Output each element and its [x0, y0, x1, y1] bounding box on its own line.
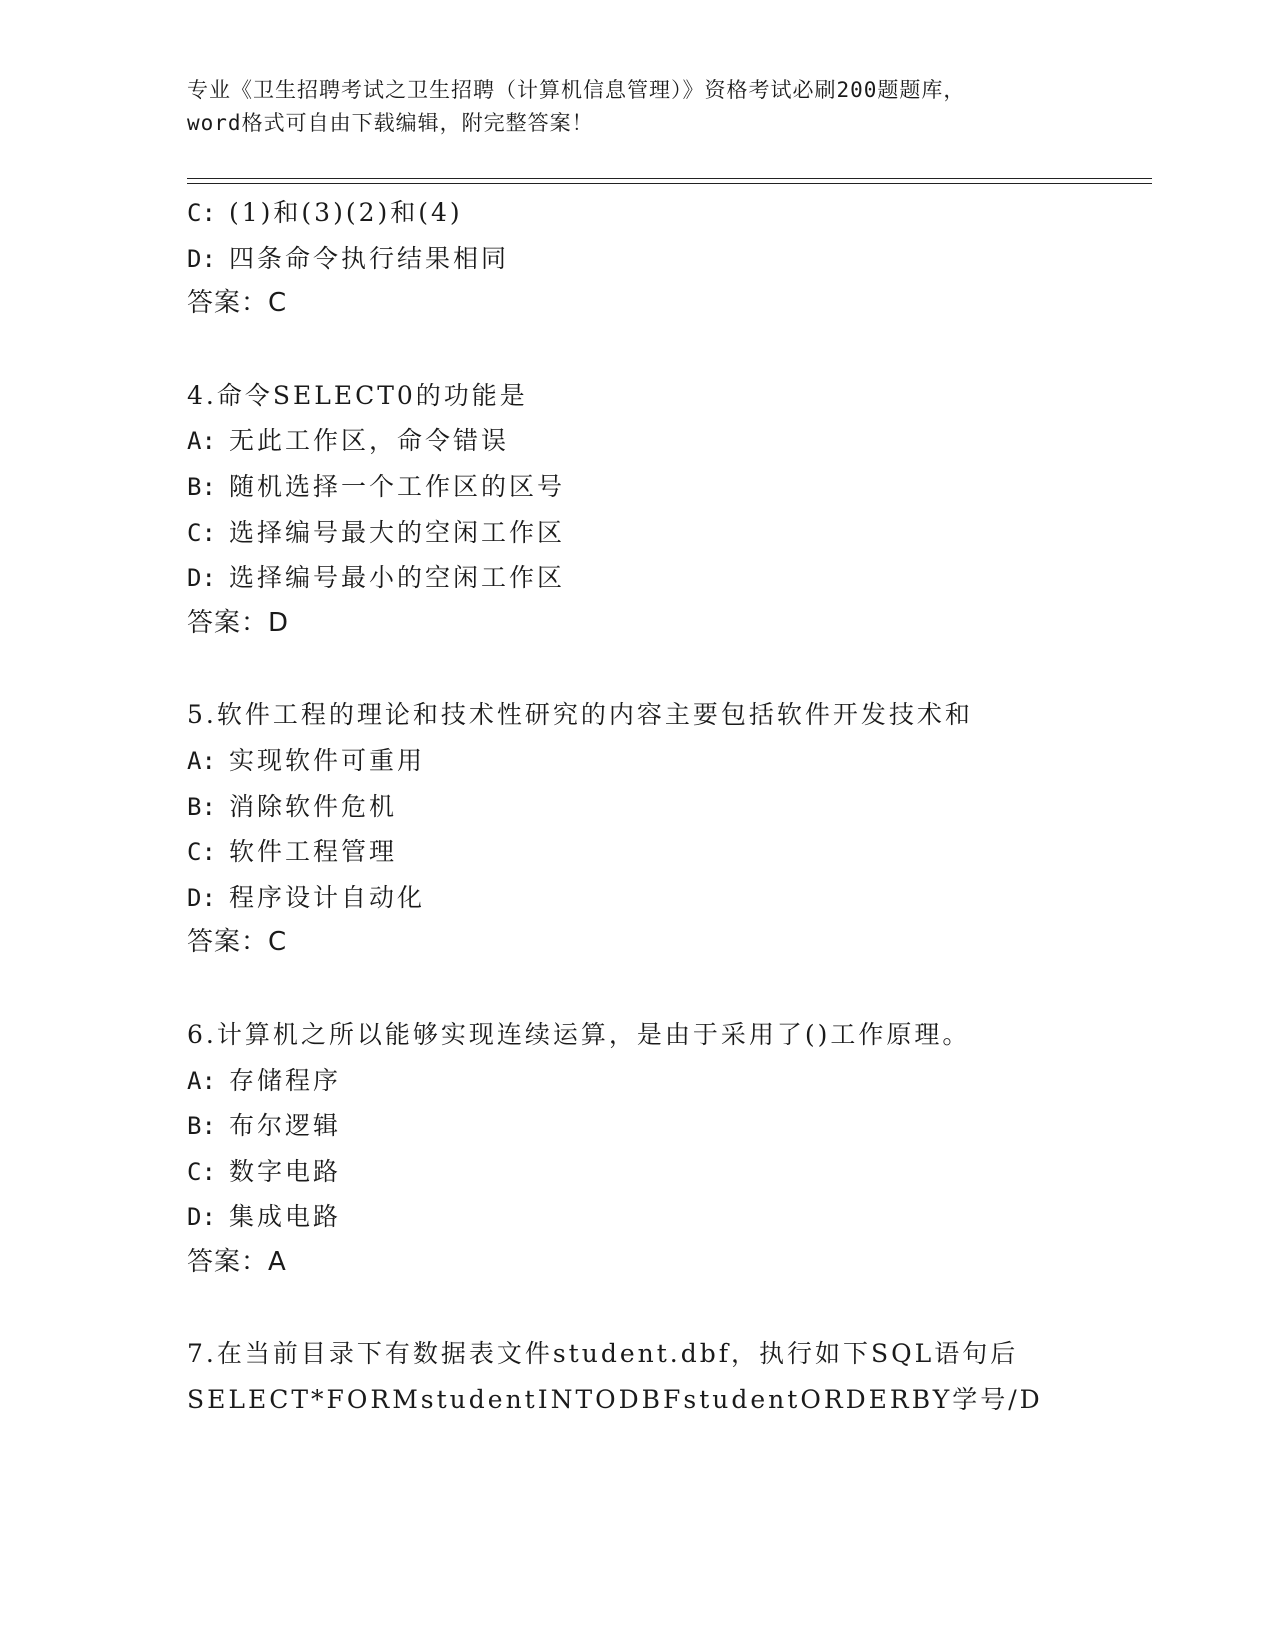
- option-letter: B:: [187, 1112, 216, 1141]
- option-text: 数字电路: [229, 1156, 342, 1186]
- option-row: [187, 738, 1147, 784]
- spacer: [187, 327, 1147, 373]
- option-row: [187, 464, 1147, 510]
- option-letter: C:: [187, 518, 216, 547]
- sql-statement: SELECT*FORMstudentINTODBFstudentORDERBY学号/D: [187, 1385, 1043, 1415]
- option-text: 随机选择一个工作区的区号: [229, 471, 566, 501]
- option-row: [187, 784, 1147, 830]
- option-row: [187, 1194, 1147, 1240]
- answer-line: 答案：D: [187, 607, 290, 638]
- option-row: [187, 190, 1147, 236]
- option-letter: D:: [187, 244, 216, 273]
- option-letter: D:: [187, 883, 216, 912]
- option-letter: D:: [187, 564, 216, 593]
- option-row: [187, 510, 1147, 556]
- header-line-2: word格式可自由下载编辑，附完整答案！: [187, 111, 594, 135]
- option-row: [187, 1058, 1147, 1104]
- header-divider-bottom: [187, 183, 1152, 184]
- spacer: [187, 966, 1147, 1012]
- question-stem: 7.在当前目录下有数据表文件student.dbf，执行如下SQL语句后: [187, 1339, 1019, 1369]
- answer-line: 答案：C: [187, 927, 288, 958]
- spacer: [187, 646, 1147, 692]
- option-letter: B:: [187, 792, 216, 821]
- document-header: [187, 74, 1087, 140]
- question-body: [187, 190, 1147, 1423]
- option-letter: B:: [187, 472, 216, 501]
- option-text: 选择编号最小的空闲工作区: [229, 563, 566, 593]
- option-letter: A:: [187, 427, 216, 456]
- answer-line: 答案：A: [187, 1246, 287, 1277]
- option-letter: D:: [187, 1203, 216, 1232]
- header-divider-top: [187, 178, 1152, 179]
- option-text: 实现软件可重用: [229, 745, 426, 775]
- option-row: [187, 875, 1147, 921]
- spacer: [187, 1285, 1147, 1331]
- option-row: [187, 555, 1147, 601]
- option-row: [187, 1149, 1147, 1195]
- option-text: 四条命令执行结果相同: [229, 243, 510, 273]
- option-text: 选择编号最大的空闲工作区: [229, 517, 566, 547]
- header-line-1: 专业《卫生招聘考试之卫生招聘（计算机信息管理）》资格考试必刷200题题库，: [187, 78, 966, 102]
- option-text: 集成电路: [229, 1202, 342, 1232]
- option-letter: A:: [187, 1066, 216, 1095]
- option-text: 布尔逻辑: [229, 1111, 342, 1141]
- answer-line: 答案：C: [187, 288, 288, 319]
- option-letter: C:: [187, 199, 216, 227]
- question-stem: 6.计算机之所以能够实现连续运算，是由于采用了()工作原理。: [187, 1019, 971, 1049]
- option-letter: C:: [187, 1157, 216, 1186]
- option-row: [187, 418, 1147, 464]
- question-stem: 5.软件工程的理论和技术性研究的内容主要包括软件开发技术和: [187, 700, 973, 730]
- question-stem: 4.命令SELECT0的功能是: [187, 380, 528, 410]
- option-letter: C:: [187, 838, 216, 867]
- option-row: [187, 829, 1147, 875]
- option-text: 消除软件危机: [229, 791, 398, 821]
- option-row: [187, 1103, 1147, 1149]
- option-text: 程序设计自动化: [229, 882, 426, 912]
- option-letter: A:: [187, 746, 216, 775]
- option-text: (1)和(3)(2)和(4): [229, 198, 463, 227]
- option-text: 软件工程管理: [229, 837, 398, 867]
- option-row: [187, 236, 1147, 282]
- option-text: 无此工作区，命令错误: [229, 426, 510, 456]
- option-text: 存储程序: [229, 1065, 342, 1095]
